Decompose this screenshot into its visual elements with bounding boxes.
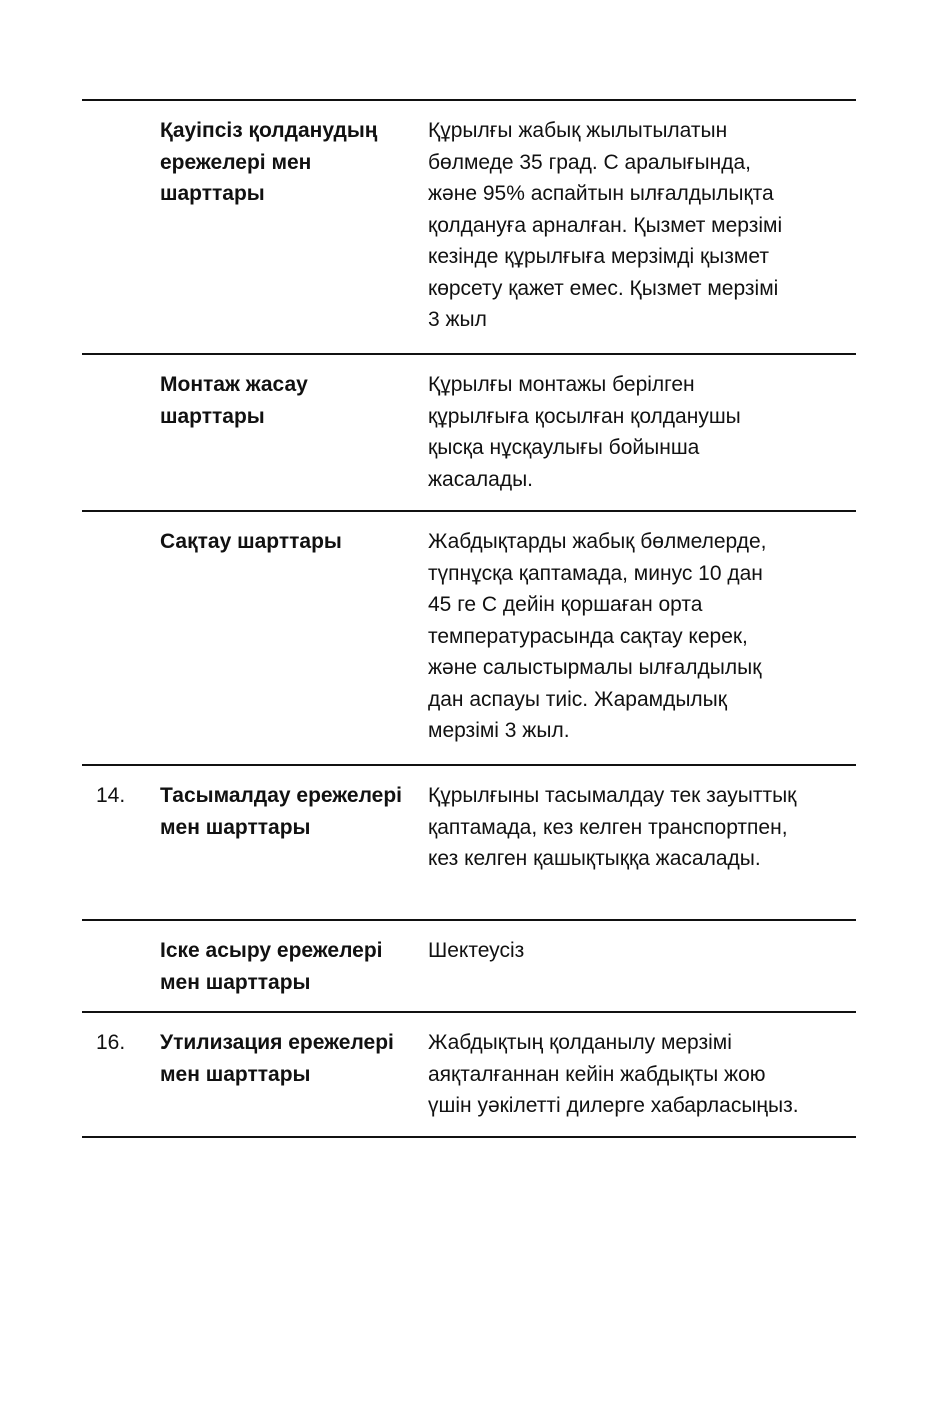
- row-label: Қауіпсіз қолданудың ережелері мен шарттары: [160, 119, 378, 205]
- table-row-storage: [82, 510, 856, 764]
- table-row-transport: [82, 764, 856, 919]
- row-number: 16.: [96, 1031, 126, 1054]
- row-label: Тасымалдау ережелері мен шарттары: [160, 784, 403, 839]
- row-value: Құрылғы монтажы берілген құрылғыға қосылған қолданушы қысқа нұсқаулығы бойынша жасалады.: [428, 373, 741, 491]
- row-label: Монтаж жасау шарттары: [160, 373, 308, 428]
- row-label: Утилизация ережелері мен шарттары: [160, 1031, 394, 1086]
- row-label: Іске асыру ережелері мен шарттары: [160, 939, 383, 994]
- row-value: Жабдықтарды жабық бөлмелерде, түпнұсқа қаптамада, минус 10 дан 45 ге С дейін қоршаған орта температурасында сақтау керек, және салыстырмалы ылғалдылық дан аспауы тиіс. Жарамдылық мерзімі 3 жыл.: [428, 530, 767, 742]
- specifications-table: [82, 99, 856, 1138]
- table-row-disposal: [82, 1011, 856, 1138]
- row-number: 14.: [96, 784, 126, 807]
- table-row-sale: [82, 919, 856, 1011]
- table-row-safe-use: [82, 99, 856, 353]
- row-value: Құрылғыны тасымалдау тек зауыттық қаптамада, кез келген транспортпен, кез келген қашықтыққа жасалады.: [428, 784, 797, 870]
- row-value: Құрылғы жабық жылытылатын бөлмеде 35 град. С аралығында, және 95% аспайтын ылғалдылықта қолдануға арналған. Қызмет мерзімі кезінде құрылғыға мерзімді қызмет көрсету қажет емес. Қызмет мерзімі 3 жыл: [428, 119, 783, 331]
- row-label: Сақтау шарттары: [160, 530, 342, 553]
- table-row-installation: [82, 353, 856, 510]
- row-value: Шектеусіз: [428, 939, 525, 962]
- row-value: Жабдықтың қолданылу мерзімі аяқталғаннан кейін жабдықты жою үшін уәкілетті дилерге хабарласыңыз.: [428, 1031, 799, 1117]
